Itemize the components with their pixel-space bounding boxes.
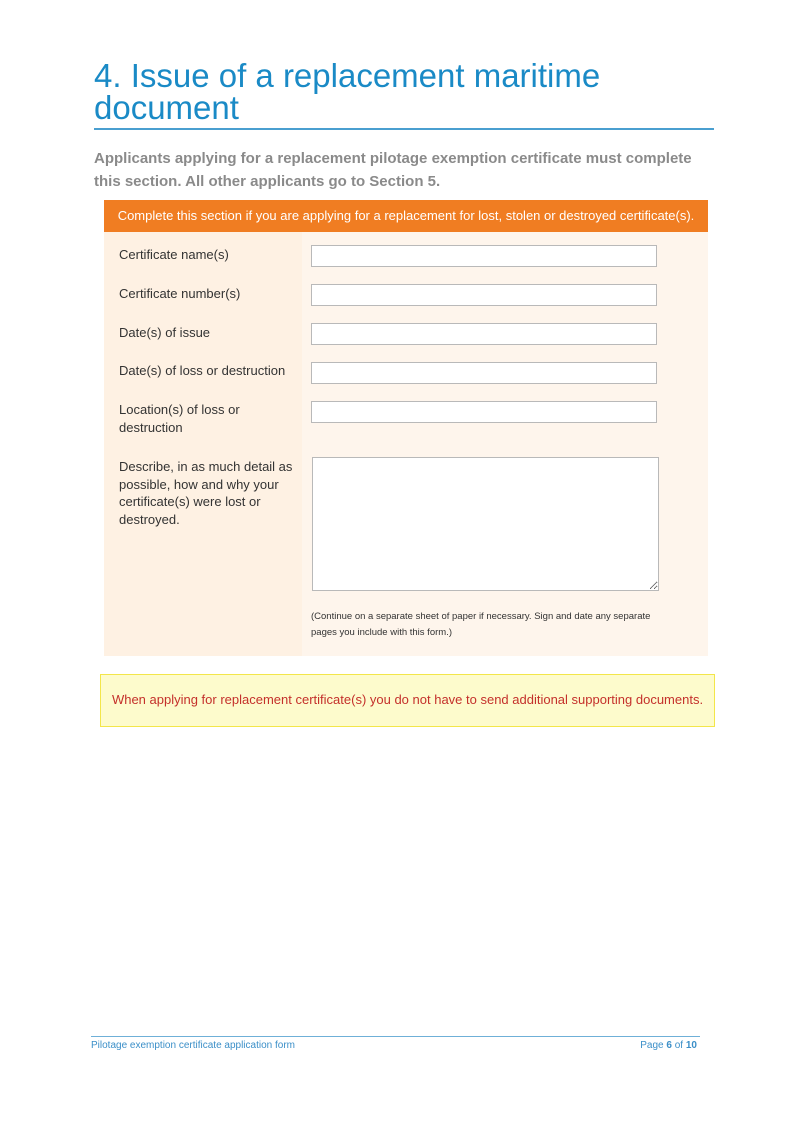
issue-dates-input[interactable] xyxy=(311,323,657,345)
certificate-numbers-input[interactable] xyxy=(311,284,657,306)
replacement-form-panel xyxy=(104,200,708,656)
certificate-names-input[interactable] xyxy=(311,245,657,267)
current-page: 6 xyxy=(666,1040,672,1051)
panel-header: Complete this section if you are applying for a replacement for lost, stolen or destroyed certificate(s). xyxy=(104,200,708,232)
loss-dates-label: Date(s) of loss or destruction xyxy=(119,363,286,378)
description-textarea[interactable] xyxy=(312,457,659,591)
certificate-names-label: Certificate name(s) xyxy=(119,247,229,262)
page-of: of xyxy=(674,1040,684,1051)
footer-divider xyxy=(91,1036,700,1037)
footer-form-name: Pilotage exemption certificate application form xyxy=(91,1040,295,1051)
loss-dates-input[interactable] xyxy=(311,362,657,384)
section-intro: Applicants applying for a replacement pilotage exemption certificate must complete this section. All other applicants go to Section 5. xyxy=(94,150,692,190)
footer-page-number xyxy=(640,1039,697,1053)
supporting-documents-notice: When applying for replacement certificate(s) you do not have to send additional supporting documents. xyxy=(100,674,715,727)
certificate-numbers-label: Certificate number(s) xyxy=(119,286,241,301)
loss-locations-input[interactable] xyxy=(311,401,657,423)
loss-locations-label: Location(s) of loss or destruction xyxy=(119,402,240,435)
total-pages: 10 xyxy=(685,1040,697,1051)
description-label: Describe, in as much detail as possible, how and why your certificate(s) were lost or destroyed. xyxy=(119,459,293,527)
issue-dates-label: Date(s) of issue xyxy=(119,325,211,340)
page-prefix: Page xyxy=(640,1040,664,1051)
section-title: 4. Issue of a replacement maritime document xyxy=(94,57,601,126)
title-divider xyxy=(94,128,714,130)
continuation-note: (Continue on a separate sheet of paper if necessary. Sign and date any separate pages you include with this form.) xyxy=(311,611,651,638)
